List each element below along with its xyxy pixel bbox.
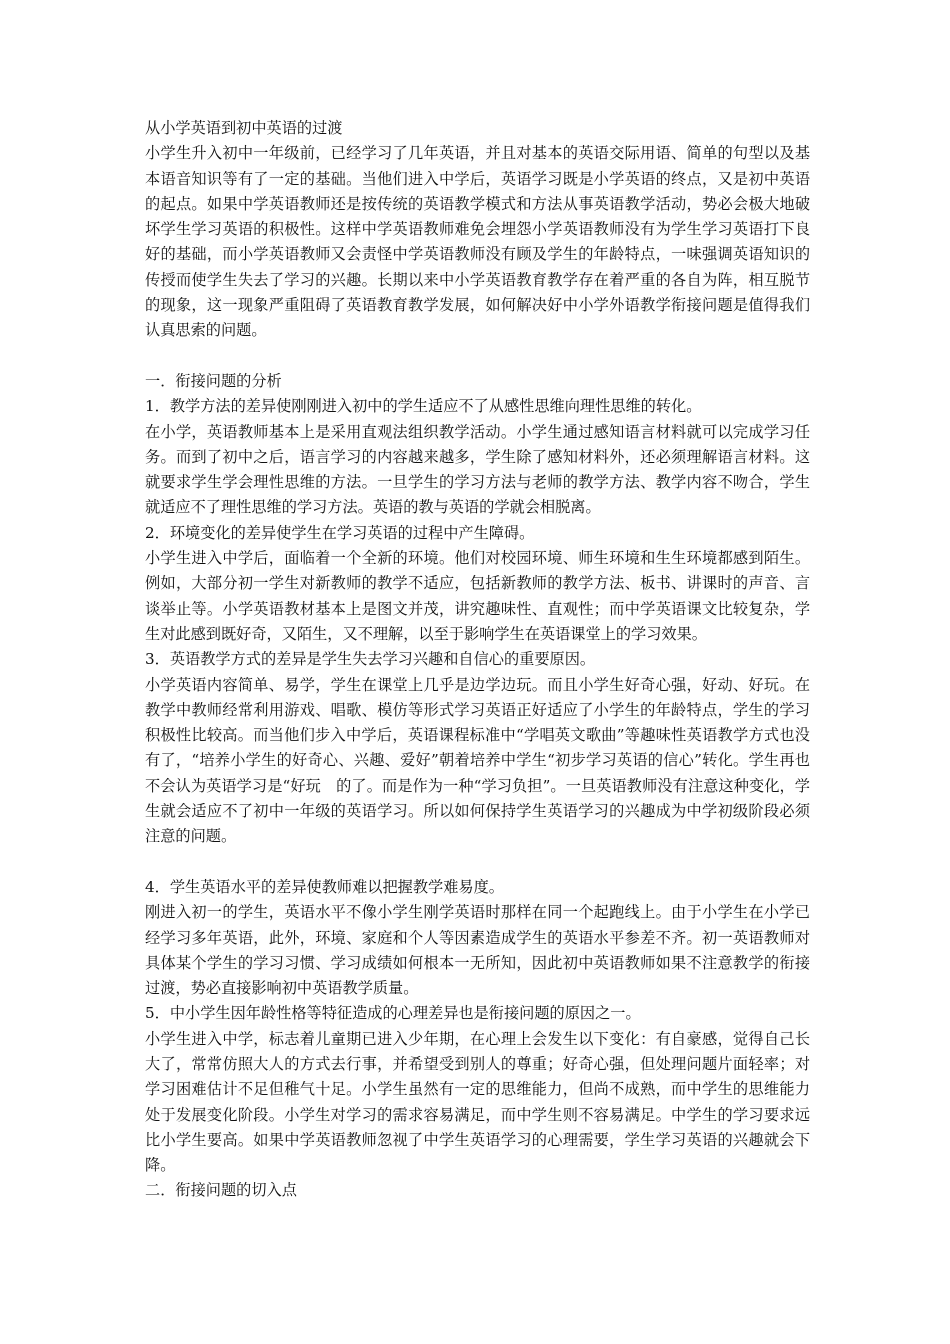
point-5-heading: 5．中小学生因年龄性格等特征造成的心理差异也是衔接问题的原因之一。 (145, 1004, 641, 1023)
document-page (145, 116, 810, 1204)
spacer (145, 344, 810, 369)
intro-paragraph: 小学生升入初中一年级前，已经学习了几年英语，并且对基本的英语交际用语、简单的句型以及基本语音知识等有了一定的基础。当他们进入中学后，英语学习既是小学英语的终点，又是初中英语的起点。如果中学英语教师还是按传统的英语教学模式和方法从事英语教学活动，势必会极大地破坏学生学习英语的积极性。这样中学英语教师难免会埋怨小学英语教师没有为学生学习英语打下良好的基础，而小学英语教师又会责怪中学英语教师没有顾及学生的年龄特点，一味强调英语知识的传授而使学生失去了学习的兴趣。长期以来中小学英语教育教学存在着严重的各自为阵，相互脱节的现象，这一现象严重阻碍了英语教育教学发展，如何解决好中小学外语教学衔接问题是值得我们认真思索的问题。 (145, 144, 810, 340)
document-title: 从小学英语到初中英语的过渡 (145, 119, 343, 137)
point-3-heading: 3．英语教学方式的差异是学生失去学习兴趣和自信心的重要原因。 (145, 650, 596, 669)
point-5-body: 小学生进入中学，标志着儿童期已进入少年期，在心理上会发生以下变化：有自豪感，觉得自己长大了，常常仿照大人的方式去行事，并希望受到别人的尊重；好奇心强，但处理问题片面轻率；对学习困难估计不足但稚气十足。小学生虽然有一定的思维能力，但尚不成熟，而中学生的思维能力处于发展变化阶段。小学生对学习的需求容易满足，而中学生则不容易满足。中学生的学习要求远比小学生要高。如果中学英语教师忽视了中学生英语学习的心理需要，学生学习英语的兴趣就会下降。 (145, 1029, 810, 1175)
section-1-heading: 一．衔接问题的分析 (145, 371, 282, 390)
point-1-heading: 1．教学方法的差异使刚刚进入初中的学生适应不了从感性思维向理性思维的转化。 (145, 397, 702, 416)
point-4-heading: 4．学生英语水平的差异使教师难以把握教学难易度。 (145, 877, 504, 896)
spacer (145, 850, 810, 875)
point-2-body: 小学生进入中学后，面临着一个全新的环境。他们对校园环境、师生环境和生生环境都感到陌生。例如，大部分初一学生对新教师的教学不适应，包括新教师的教学方法、板书、讲课时的声音、言谈举止等。小学英语教材基本上是图文并茂，讲究趣味性、直观性；而中学英语课文比较复杂，学生对此感到既好奇，又陌生，又不理解，以至于影响学生在英语课堂上的学习效果。 (145, 549, 810, 643)
point-2-heading: 2．环境变化的差异使学生在学习英语的过程中产生障碍。 (145, 523, 535, 542)
point-3-body: 小学英语内容简单、易学，学生在课堂上几乎是边学边玩。而且小学生好奇心强，好动、好玩。在教学中教师经常利用游戏、唱歌、模仿等形式学习英语正好适应了小学生的年龄特点，学生的学习积极性比较高。而当他们步入中学后，英语课程标准中“学唱英文歌曲”等趣味性英语教学方式也没有了，“培养小学生的好奇心、兴趣、爱好”朝着培养中学生“初步学习英语的信心”转化。学生再也不会认为英语学习是“好玩 的了。而是作为一种“学习负担”。一旦英语教师没有注意这种变化，学生就会适应不了初中一年级的英语学习。所以如何保持学生英语学习的兴趣成为中学初级阶段必须注意的问题。 (145, 675, 810, 846)
point-1-body: 在小学，英语教师基本上是采用直观法组织教学活动。小学生通过感知语言材料就可以完成学习任务。而到了初中之后，语言学习的内容越来越多，学生除了感知材料外，还必须理解语言材料。这就要求学生学会理性思维的方法。一旦学生的学习方法与老师的教学方法、教学内容不吻合，学生就适应不了理性思维的学习方法。英语的教与英语的学就会相脱离。 (145, 422, 810, 517)
section-2-heading: 二．衔接问题的切入点 (145, 1181, 297, 1200)
point-4-body: 刚进入初一的学生，英语水平不像小学生刚学英语时那样在同一个起跑线上。由于小学生在小学已经学习多年英语，此外，环境、家庭和个人等因素造成学生的英语水平参差不齐。初一英语教师对具体某个学生的学习习惯、学习成绩如何根本一无所知，因此初中英语教师如果不注意教学的衔接过渡，势必直接影响初中英语教学质量。 (145, 903, 810, 998)
